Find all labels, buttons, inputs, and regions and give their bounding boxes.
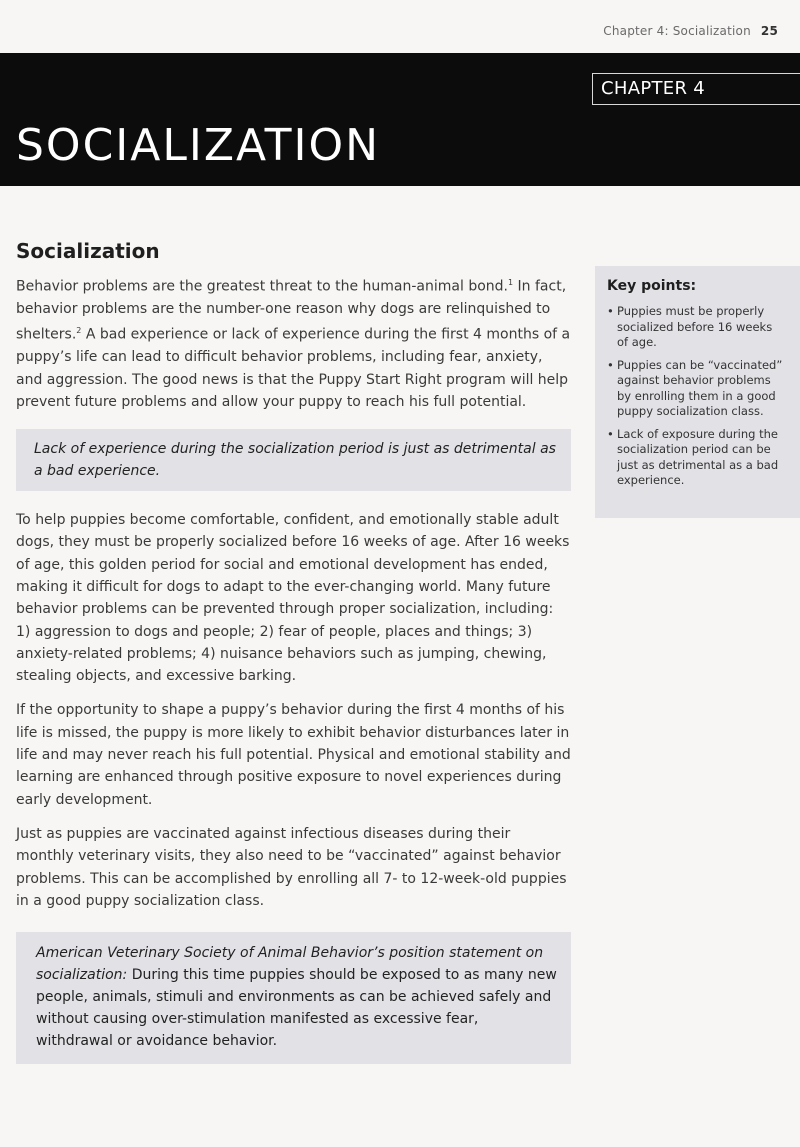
key-points-heading: Key points: (607, 278, 697, 294)
callout-lack-of-experience: Lack of experience during the socialization period is just as detrimental as a bad experience. (16, 429, 571, 491)
footnote-ref-2: 2 (76, 326, 82, 336)
bullet-icon: • (607, 357, 614, 372)
callout-avsab-lead: American Veterinary Society of Animal Behavior’s position statement on socialization: (36, 945, 544, 984)
paragraph-socialization-age: To help puppies become comfortable, confident, and emotionally stable adult dogs, they must be properly socialized before 16 weeks of age. After 16 weeks of age, this golden period for social and emotional development has ended, making it difficult for dogs to adapt to the ever-changing world. Many future behavior problems can be prevented through proper socialization, including: 1) aggression to dogs and people; 2) fear of people, places and things; 3) anxiety-related problems; 4) nuisance behaviors such as jumping, chewing, stealing objects, and excessive barking. (16, 512, 570, 685)
paragraph-intro (16, 272, 571, 413)
chapter-title: SOCIALIZATION (16, 120, 381, 171)
callout-avsab-statement (16, 932, 571, 1064)
page-number: 25 (760, 24, 778, 38)
key-point-text: Puppies can be “vaccinated” against behavior problems by enrolling them in a good puppy socialization class. (617, 357, 783, 418)
paragraph-intro-text-1: Behavior problems are the greatest threat to the human-animal bond. (16, 278, 508, 295)
callout-avsab-body: During this time puppies should be exposed to as many new people, animals, stimuli and environments as can be achieved safely and without causing over-stimulation manifested as excessive fear, withdrawal or avoidance behavior. (36, 967, 557, 1050)
key-point-item (607, 304, 786, 351)
key-points-sidebar (595, 266, 800, 518)
bullet-icon: • (607, 304, 614, 318)
main-column (16, 236, 571, 1082)
key-point-text: Lack of exposure during the socialization period can be just as detrimental as a bad experience. (617, 426, 779, 487)
paragraph-intro-text-3: A bad experience or lack of experience during the first 4 months of a puppy’s life can lead to difficult behavior problems, including fear, anxiety, and aggression. The good news is that the Puppy Start Right program will help prevent future problems and allow your puppy to reach his full potential. (16, 326, 571, 410)
running-head (603, 24, 778, 38)
bullet-icon: • (607, 426, 614, 441)
paragraph-intro-text-2: In fact, behavior problems are the number-one reason why dogs are relinquished to shelters. (16, 278, 567, 343)
key-points-list (607, 304, 786, 489)
key-point-item (607, 358, 786, 420)
paragraph-vaccinated: Just as puppies are vaccinated against infectious diseases during their monthly veterinary visits, they also need to be “vaccinated” against behavior problems. This can be accomplished by enrolling all 7- to 12-week-old puppies in a good puppy socialization class. (16, 825, 567, 909)
key-point-item (607, 427, 786, 489)
chapter-label: CHAPTER 4 (592, 73, 800, 105)
footnote-ref-1: 1 (508, 278, 514, 287)
paragraph-first-four-months: If the opportunity to shape a puppy’s behavior during the first 4 months of his life is missed, the puppy is more likely to exhibit behavior disturbances later in life and may never reach his full potential. Physical and emotional stability and learning are enhanced through positive exposure to novel experiences during early development. (16, 702, 571, 808)
running-head-chapter: Chapter 4: Socialization (603, 24, 751, 38)
key-point-text: Puppies must be properly socialized before 16 weeks of age. (617, 304, 773, 349)
section-heading: Socialization (16, 239, 160, 263)
